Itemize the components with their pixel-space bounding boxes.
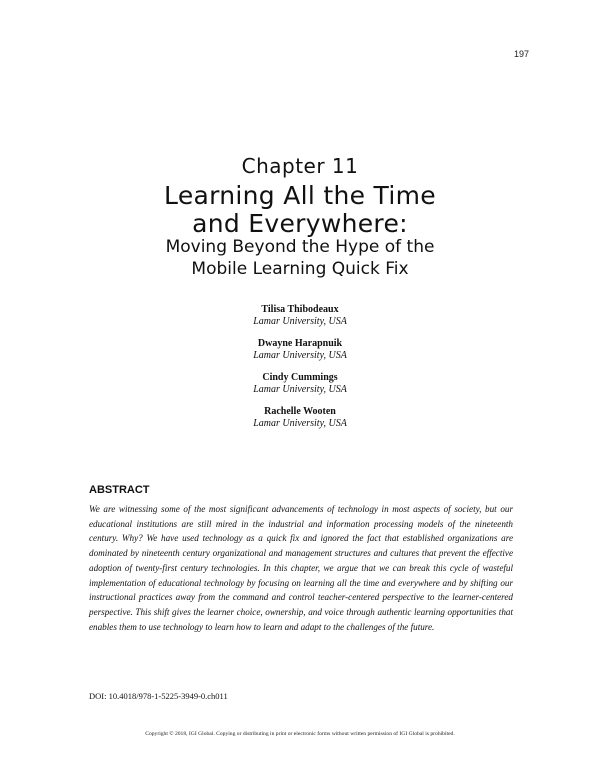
author-block [0, 338, 600, 362]
author-affiliation: Lamar University, USA [253, 418, 347, 429]
abstract-body: We are witnessing some of the most significant advancements of technology in most aspects of society, but our educational institutions are still mired in the industrial and information processing models of the nineteenth century. Why? We have used technology as a quick fix and ignored the fact that established organizations are dominated by nineteenth century organizational and management structures and cultures that prevent the effective adoption of twenty-first century technologies. In this chapter, we argue that we can break this cycle of wasteful implementation of educational technology by focusing on learning all the time and everywhere and by shifting our instructional practices away from the command and control teacher-centered perspective to the learner-centered perspective. This shift gives the learner choice, ownership, and voice through authentic learning opportunities that enables them to use technology to learn how to learn and adapt to the challenges of the future. [89, 504, 513, 632]
author-block [0, 406, 600, 430]
abstract-heading: ABSTRACT [89, 484, 150, 496]
title-line: and Everywhere: [192, 209, 408, 238]
author-block [0, 372, 600, 396]
subtitle-line: Moving Beyond the Hype of the [165, 237, 435, 257]
author-affiliation: Lamar University, USA [253, 350, 347, 361]
chapter-subtitle [0, 236, 600, 280]
title-line: Learning All the Time [164, 181, 436, 210]
author-name: Tilisa Thibodeaux [261, 304, 339, 315]
author-affiliation: Lamar University, USA [253, 316, 347, 327]
chapter-label: Chapter 11 [241, 154, 359, 178]
copyright-notice: Copyright © 2018, IGI Global. Copying or distributing in print or electronic forms without written permission of IGI Global is prohibited. [145, 731, 455, 737]
subtitle-line: Mobile Learning Quick Fix [191, 259, 409, 279]
chapter-title [0, 182, 600, 238]
author-affiliation: Lamar University, USA [253, 384, 347, 395]
author-block [0, 304, 600, 328]
author-name: Cindy Cummings [262, 372, 338, 383]
doi: DOI: 10.4018/978-1-5225-3949-0.ch011 [89, 691, 228, 701]
author-name: Rachelle Wooten [264, 406, 336, 417]
author-name: Dwayne Harapnuik [257, 338, 343, 349]
author-list [0, 304, 600, 440]
page-number: 197 [513, 49, 529, 59]
